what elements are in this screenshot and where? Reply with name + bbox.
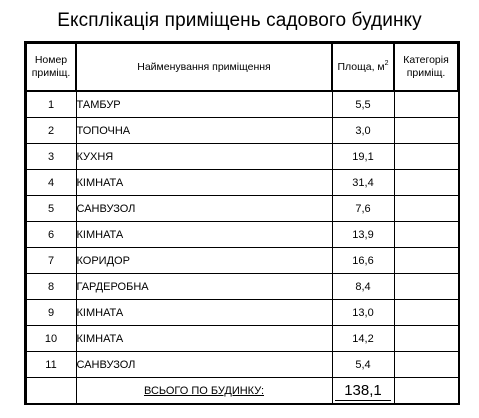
room-category — [394, 170, 458, 196]
room-number: 7 — [26, 248, 76, 274]
room-area: 5,5 — [332, 91, 394, 118]
table-row — [26, 248, 458, 274]
room-name: САНВУЗОЛ — [76, 196, 332, 222]
room-name: КІМНАТА — [76, 170, 332, 196]
total-value: 138,1 — [335, 382, 391, 401]
room-area: 3,0 — [332, 118, 394, 144]
total-label: ВСЬОГО ПО БУДИНКУ: — [143, 384, 264, 397]
room-name: КІМНАТА — [76, 300, 332, 326]
room-area: 16,6 — [332, 248, 394, 274]
table-row — [26, 300, 458, 326]
table-row — [26, 170, 458, 196]
table-row — [26, 326, 458, 352]
header-number: Номер приміщ. — [26, 43, 76, 91]
total-row — [26, 378, 458, 404]
table-row — [26, 118, 458, 144]
room-name: КІМНАТА — [76, 326, 332, 352]
table-header-row — [26, 43, 458, 91]
table-row — [26, 144, 458, 170]
total-num-cell — [26, 378, 76, 404]
room-area: 31,4 — [332, 170, 394, 196]
room-number: 11 — [26, 352, 76, 378]
room-number: 9 — [26, 300, 76, 326]
room-name: ТОПОЧНА — [76, 118, 332, 144]
table-row — [26, 222, 458, 248]
room-area: 19,1 — [332, 144, 394, 170]
room-name: КУХНЯ — [76, 144, 332, 170]
room-number: 5 — [26, 196, 76, 222]
room-name: КОРИДОР — [76, 248, 332, 274]
room-category — [394, 274, 458, 300]
room-number: 1 — [26, 91, 76, 118]
room-category — [394, 300, 458, 326]
table-row — [26, 274, 458, 300]
table-row — [26, 352, 458, 378]
room-category — [394, 326, 458, 352]
room-name: ТАМБУР — [76, 91, 332, 118]
table-body — [26, 91, 458, 378]
room-explication-table — [25, 42, 459, 404]
room-name: КІМНАТА — [76, 222, 332, 248]
total-category-cell — [394, 378, 458, 404]
room-number: 6 — [26, 222, 76, 248]
room-category — [394, 118, 458, 144]
total-label-cell — [76, 378, 332, 404]
header-category: Категорія приміщ. — [394, 43, 458, 91]
room-area: 7,6 — [332, 196, 394, 222]
page-title: Експлікація приміщень садового будинку — [57, 10, 422, 31]
room-number: 8 — [26, 274, 76, 300]
room-category — [394, 196, 458, 222]
header-area: Площа, $м^2$ — [332, 43, 394, 91]
room-number: 10 — [26, 326, 76, 352]
room-category — [394, 248, 458, 274]
room-name: САНВУЗОЛ — [76, 352, 332, 378]
room-area: 8,4 — [332, 274, 394, 300]
table-row — [26, 196, 458, 222]
total-value-cell — [332, 378, 394, 404]
room-category — [394, 144, 458, 170]
room-number: 2 — [26, 118, 76, 144]
room-name: ГАРДЕРОБНА — [76, 274, 332, 300]
room-category — [394, 91, 458, 118]
room-category — [394, 222, 458, 248]
header-name: Найменування приміщення — [76, 43, 332, 91]
area-unit-superscript: 2 — [384, 60, 389, 68]
room-category — [394, 352, 458, 378]
room-area: 13,9 — [332, 222, 394, 248]
room-number: 4 — [26, 170, 76, 196]
table-row — [26, 91, 458, 118]
room-number: 3 — [26, 144, 76, 170]
room-area: 14,2 — [332, 326, 394, 352]
room-area: 5,4 — [332, 352, 394, 378]
room-area: 13,0 — [332, 300, 394, 326]
